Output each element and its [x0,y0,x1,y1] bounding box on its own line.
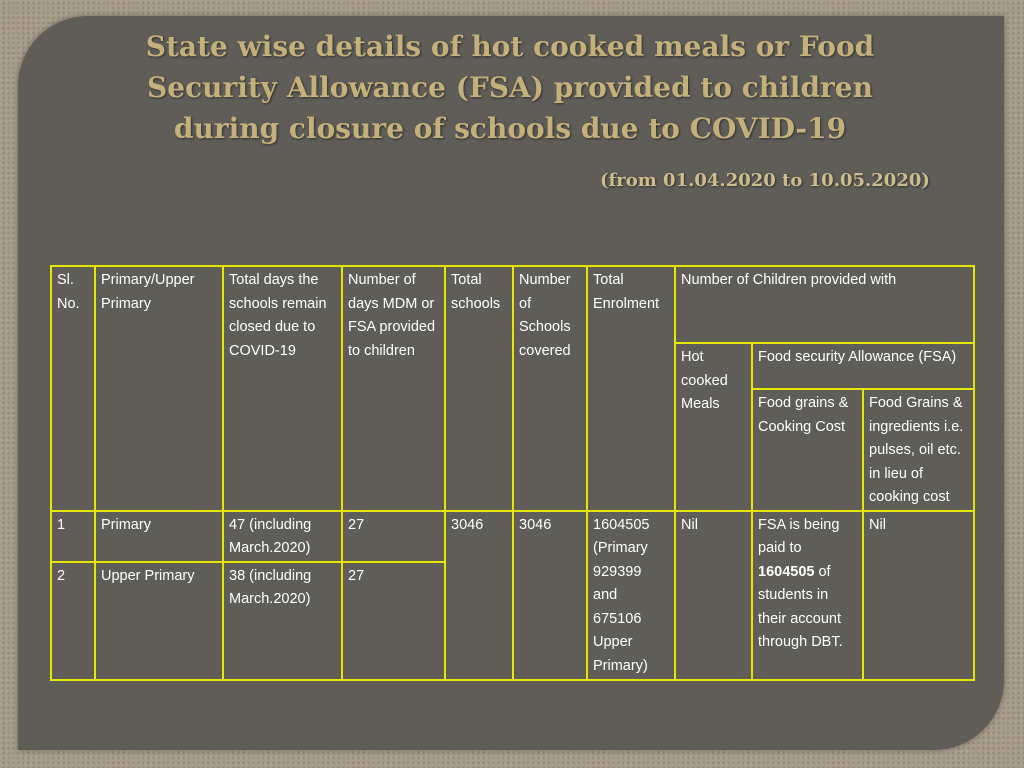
date-range-subtitle: (from 01.04.2020 to 10.05.2020) [600,170,930,191]
row2-level: Upper Primary [95,562,223,680]
ingredients-value: Nil [863,511,974,680]
fsa-value [752,511,863,680]
row1-mdm-days: 27 [342,511,445,562]
fsa-prefix: FSA is being paid to [758,516,840,556]
header-food-grains-ingredients: Food Grains & ingredients i.e. pulses, oil etc. in lieu of cooking cost [863,389,974,511]
row2-sl: 2 [51,562,95,680]
header-sl-no: Sl. No. [51,266,95,511]
header-total-enrolment: Total Enrolment [587,266,675,511]
row1-sl: 1 [51,511,95,562]
total-schools-value: 3046 [445,511,513,680]
fsa-suffix: of students in their account through DBT. [758,563,843,650]
page-title: State wise details of hot cooked meals or Food Security Allowance (FSA) provided to children during closure of schools due to COVID-19 [145,30,875,145]
header-fsa: Food security Allowance (FSA) [752,343,974,389]
fsa-student-count: 1604505 [758,563,815,580]
row2-days: 38 (including March.2020) [223,562,342,680]
header-schools-covered: Number of Schools covered [513,266,587,511]
row1-days: 47 (including March.2020) [223,511,342,562]
enrolment-value: 1604505 (Primary 929399 and 675106 Upper Primary) [587,511,675,680]
header-days-mdm: Number of days MDM or FSA provided to children [342,266,445,511]
hot-cooked-value: Nil [675,511,752,680]
fsa-details-table [50,265,975,681]
row2-mdm-days: 27 [342,562,445,680]
header-children-provided: Number of Children provided with [675,266,974,343]
header-total-days: Total days the schools remain closed due to COVID-19 [223,266,342,511]
header-hot-cooked: Hot cooked Meals [675,343,752,511]
header-primary-upper: Primary/Upper Primary [95,266,223,511]
header-food-grains-cooking: Food grains & Cooking Cost [752,389,863,511]
row1-level: Primary [95,511,223,562]
header-total-schools: Total schools [445,266,513,511]
schools-covered-value: 3046 [513,511,587,680]
